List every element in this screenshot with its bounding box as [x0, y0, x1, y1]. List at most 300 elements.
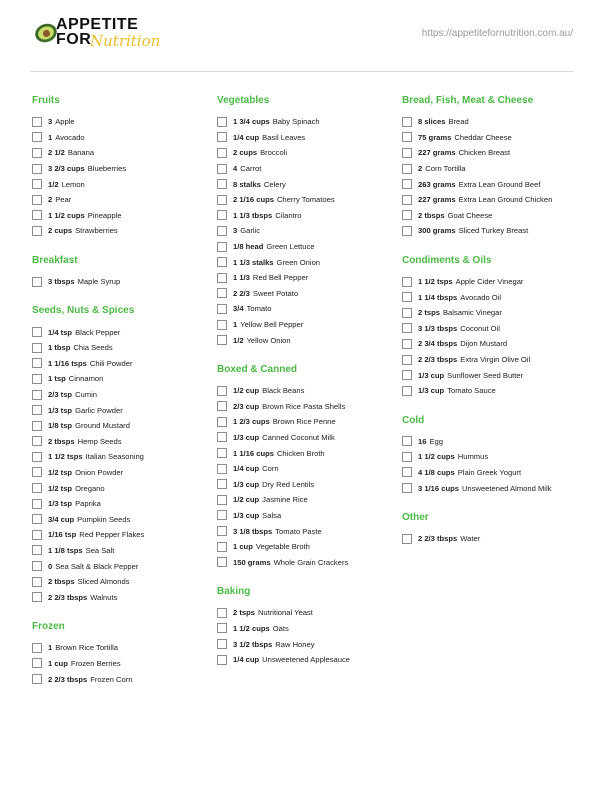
- item-checkbox[interactable]: [217, 401, 227, 411]
- list-item: [32, 274, 212, 290]
- list-item: [217, 208, 397, 224]
- item-name: Lemon: [61, 179, 85, 189]
- item-quantity: 8 stalks: [233, 179, 261, 189]
- item-checkbox[interactable]: [32, 561, 42, 571]
- item-name: Sea Salt: [85, 545, 115, 555]
- item-checkbox[interactable]: [32, 577, 42, 587]
- item-quantity: 2 1/2: [48, 148, 65, 158]
- list-item: [402, 321, 582, 337]
- item-checkbox[interactable]: [32, 132, 42, 142]
- item-checkbox[interactable]: [217, 608, 227, 618]
- item-name: Tomato: [246, 304, 272, 314]
- item-quantity: 2 2/3 tbsps: [418, 355, 458, 365]
- item-checkbox[interactable]: [32, 658, 42, 668]
- item-checkbox[interactable]: [402, 132, 412, 142]
- item-checkbox[interactable]: [217, 288, 227, 298]
- item-checkbox[interactable]: [32, 421, 42, 431]
- section-other: [402, 510, 582, 547]
- list-item: [217, 254, 397, 270]
- item-name: Garlic: [240, 226, 261, 236]
- item-quantity: 1/4 cup: [233, 464, 260, 474]
- list-item: [217, 145, 397, 161]
- logo-wordmark-appetite: APPETITE: [56, 16, 139, 33]
- list-item: [402, 145, 582, 161]
- item-checkbox[interactable]: [217, 179, 227, 189]
- list-item: [217, 414, 397, 430]
- item-name: Basil Leaves: [262, 132, 306, 142]
- section-title: Cold: [402, 414, 425, 426]
- item-name: Goat Cheese: [447, 210, 493, 220]
- section-breakfast: [32, 253, 212, 290]
- item-quantity: 1 1/3: [233, 273, 250, 283]
- item-name: Strawberries: [75, 226, 118, 236]
- item-quantity: 16: [418, 436, 427, 446]
- list-item: [402, 367, 582, 383]
- item-checkbox[interactable]: [32, 452, 42, 462]
- item-name: Green Lettuce: [266, 242, 315, 252]
- list-item: [217, 652, 397, 668]
- item-name: Extra Lean Ground Beef: [458, 179, 541, 189]
- item-name: Frozen Berries: [70, 658, 121, 668]
- item-quantity: 75 grams: [418, 132, 452, 142]
- item-name: Sunflower Seed Butter: [447, 370, 524, 380]
- item-checkbox[interactable]: [402, 117, 412, 127]
- item-checkbox[interactable]: [32, 545, 42, 555]
- item-name: Oats: [272, 623, 289, 633]
- list-item: [32, 480, 212, 496]
- list-item: [402, 223, 582, 239]
- item-checkbox[interactable]: [32, 467, 42, 477]
- list-item: [402, 465, 582, 481]
- list-item: [32, 558, 212, 574]
- item-checkbox[interactable]: [402, 452, 412, 462]
- list-item: [217, 114, 397, 130]
- section-title: Boxed & Canned: [217, 363, 298, 375]
- item-checkbox[interactable]: [217, 335, 227, 345]
- list-item: [402, 531, 582, 547]
- column-1: [32, 93, 212, 687]
- section-cold: [402, 413, 582, 496]
- item-checkbox[interactable]: [32, 210, 42, 220]
- item-checkbox[interactable]: [402, 277, 412, 287]
- list-item: [217, 301, 397, 317]
- item-quantity: 1 cup: [48, 658, 68, 668]
- item-checkbox[interactable]: [402, 164, 412, 174]
- item-name: Black Pepper: [75, 327, 121, 337]
- item-quantity: 3: [48, 117, 53, 127]
- item-quantity: 263 grams: [418, 179, 456, 189]
- section-baking: [217, 584, 397, 667]
- item-name: Coconut Oil: [460, 323, 500, 333]
- item-quantity: 2 2/3 tbsps: [48, 674, 88, 684]
- item-quantity: 1/2: [48, 179, 59, 189]
- item-quantity: 2 tsps: [418, 308, 440, 318]
- item-checkbox[interactable]: [402, 467, 412, 477]
- section-title: Baking: [217, 586, 251, 598]
- item-checkbox[interactable]: [217, 542, 227, 552]
- item-name: Corn Tortilla: [425, 164, 466, 174]
- item-checkbox[interactable]: [217, 320, 227, 330]
- item-name: Salsa: [262, 510, 282, 520]
- item-name: Maple Syrup: [77, 277, 121, 287]
- item-checkbox[interactable]: [32, 343, 42, 353]
- list-item: [217, 399, 397, 415]
- item-name: Balsamic Vinegar: [442, 308, 502, 318]
- item-quantity: 2 1/16 cups: [233, 195, 274, 205]
- list-item: [32, 449, 212, 465]
- item-name: Chicken Breast: [458, 148, 511, 158]
- item-checkbox[interactable]: [402, 370, 412, 380]
- list-item: [32, 114, 212, 130]
- item-quantity: 2 2/3: [233, 288, 250, 298]
- item-name: Red Pepper Flakes: [79, 530, 145, 540]
- item-name: Chia Seeds: [73, 343, 113, 353]
- item-name: Baby Spinach: [272, 117, 320, 127]
- list-item: [217, 430, 397, 446]
- list-item: [217, 508, 397, 524]
- list-item: [217, 554, 397, 570]
- item-checkbox[interactable]: [402, 339, 412, 349]
- item-checkbox[interactable]: [402, 436, 412, 446]
- item-checkbox[interactable]: [217, 117, 227, 127]
- item-checkbox[interactable]: [217, 655, 227, 665]
- section-title: Condiments & Oils: [402, 254, 492, 266]
- item-checkbox[interactable]: [402, 355, 412, 365]
- item-quantity: 0: [48, 561, 53, 571]
- list-item: [402, 305, 582, 321]
- list-item: [32, 356, 212, 372]
- item-checkbox[interactable]: [217, 417, 227, 427]
- item-name: Plain Greek Yogurt: [457, 467, 522, 477]
- item-checkbox[interactable]: [402, 195, 412, 205]
- item-checkbox[interactable]: [32, 405, 42, 415]
- item-name: Cumin: [75, 390, 98, 400]
- item-checkbox[interactable]: [217, 557, 227, 567]
- item-checkbox[interactable]: [32, 436, 42, 446]
- list-item: [32, 324, 212, 340]
- item-name: Green Onion: [276, 257, 321, 267]
- item-quantity: 2/3 cup: [233, 401, 260, 411]
- item-checkbox[interactable]: [32, 674, 42, 684]
- item-quantity: 1/4 cup: [233, 655, 260, 665]
- item-name: Apple Cider Vinegar: [455, 277, 524, 287]
- item-name: Dry Red Lentils: [262, 479, 315, 489]
- item-checkbox[interactable]: [402, 179, 412, 189]
- item-checkbox[interactable]: [32, 499, 42, 509]
- list-item: [217, 192, 397, 208]
- item-checkbox[interactable]: [217, 242, 227, 252]
- item-quantity: 1 1/2 cups: [418, 452, 455, 462]
- item-checkbox[interactable]: [32, 117, 42, 127]
- item-name: Banana: [67, 148, 95, 158]
- item-checkbox[interactable]: [402, 323, 412, 333]
- item-quantity: 1/2 tsp: [48, 483, 73, 493]
- item-checkbox[interactable]: [32, 514, 42, 524]
- item-name: Hummus: [457, 452, 489, 462]
- list-item: [32, 192, 212, 208]
- item-quantity: 1/2 cup: [233, 386, 260, 396]
- list-item: [32, 387, 212, 403]
- item-checkbox[interactable]: [32, 226, 42, 236]
- item-quantity: 1/2: [233, 335, 244, 345]
- item-checkbox[interactable]: [32, 164, 42, 174]
- item-quantity: 1/3 cup: [418, 370, 445, 380]
- item-name: Tomato Paste: [275, 526, 322, 536]
- list-item: [217, 621, 397, 637]
- item-name: Onion Powder: [75, 467, 124, 477]
- item-quantity: 1/3 tsp: [48, 405, 73, 415]
- item-checkbox[interactable]: [32, 195, 42, 205]
- brand-logo[interactable]: [34, 16, 174, 50]
- item-quantity: 1/4 tsp: [48, 327, 73, 337]
- list-item: [402, 274, 582, 290]
- list-item: [32, 511, 212, 527]
- item-checkbox[interactable]: [32, 483, 42, 493]
- item-checkbox[interactable]: [32, 530, 42, 540]
- list-item: [402, 192, 582, 208]
- section-title: Bread, Fish, Meat & Cheese: [402, 95, 534, 106]
- item-name: Whole Grain Crackers: [273, 557, 349, 567]
- section-fruits: [32, 93, 212, 239]
- item-quantity: 227 grams: [418, 148, 456, 158]
- item-name: Water: [460, 534, 481, 544]
- item-quantity: 2 cups: [233, 148, 258, 158]
- list-item: [402, 383, 582, 399]
- list-item: [402, 161, 582, 177]
- item-checkbox[interactable]: [32, 390, 42, 400]
- item-checkbox[interactable]: [217, 304, 227, 314]
- item-checkbox[interactable]: [217, 639, 227, 649]
- item-checkbox[interactable]: [32, 358, 42, 368]
- item-quantity: 3 2/3 cups: [48, 164, 85, 174]
- item-checkbox[interactable]: [217, 132, 227, 142]
- list-item: [402, 336, 582, 352]
- list-item: [402, 434, 582, 450]
- item-checkbox[interactable]: [402, 292, 412, 302]
- item-quantity: 3/4 cup: [48, 514, 75, 524]
- logo-wordmark-nutrition: Nutrition: [90, 32, 161, 50]
- item-checkbox[interactable]: [217, 386, 227, 396]
- item-quantity: 3 1/16 cups: [418, 483, 459, 493]
- website-url[interactable]: https://appetitefornutrition.com.au/: [421, 28, 573, 39]
- item-quantity: 1 1/4 tbsps: [418, 292, 458, 302]
- item-name: Yellow Onion: [246, 335, 291, 345]
- item-checkbox[interactable]: [32, 148, 42, 158]
- item-quantity: 1 cup: [233, 542, 253, 552]
- item-name: Jasmine Rice: [262, 495, 308, 505]
- list-item: [402, 289, 582, 305]
- item-name: Bread: [448, 117, 469, 127]
- list-item: [217, 286, 397, 302]
- item-name: Broccoli: [260, 148, 288, 158]
- item-name: Sweet Potato: [252, 288, 299, 298]
- item-name: Sliced Almonds: [77, 577, 130, 587]
- list-item: [32, 527, 212, 543]
- list-item: [217, 383, 397, 399]
- section-vegetables: [217, 93, 397, 348]
- section-title: Other: [402, 511, 429, 523]
- item-name: Cherry Tomatoes: [276, 195, 335, 205]
- item-checkbox[interactable]: [217, 495, 227, 505]
- item-name: Cheddar Cheese: [454, 132, 512, 142]
- item-quantity: 3/4: [233, 304, 244, 314]
- item-quantity: 1/16 tsp: [48, 530, 77, 540]
- item-quantity: 2 3/4 tbsps: [418, 339, 458, 349]
- item-quantity: 1 1/2 tsps: [48, 452, 83, 462]
- list-item: [402, 352, 582, 368]
- item-checkbox[interactable]: [32, 179, 42, 189]
- item-name: Garlic Powder: [75, 405, 123, 415]
- item-name: Celery: [263, 179, 286, 189]
- item-quantity: 1 3/4 cups: [233, 117, 270, 127]
- list-item: [217, 461, 397, 477]
- list-item: [217, 332, 397, 348]
- item-quantity: 2 2/3 tbsps: [48, 592, 88, 602]
- item-quantity: 1 1/8 tsps: [48, 545, 83, 555]
- item-name: Hemp Seeds: [77, 436, 122, 446]
- list-item: [402, 208, 582, 224]
- item-name: Pear: [55, 195, 72, 205]
- list-item: [32, 340, 212, 356]
- logo-wordmark-for: FOR: [56, 31, 92, 48]
- item-quantity: 3: [233, 226, 238, 236]
- item-name: Oregano: [75, 483, 105, 493]
- item-quantity: 3 1/3 tbsps: [418, 323, 458, 333]
- item-checkbox[interactable]: [402, 308, 412, 318]
- item-checkbox[interactable]: [217, 479, 227, 489]
- item-checkbox[interactable]: [32, 592, 42, 602]
- section-frozen: [32, 619, 212, 687]
- section-seeds-nuts-and-spices: [32, 303, 212, 605]
- item-checkbox[interactable]: [217, 448, 227, 458]
- item-quantity: 1 1/2 cups: [233, 623, 270, 633]
- item-checkbox[interactable]: [32, 327, 42, 337]
- item-name: Chicken Broth: [276, 448, 325, 458]
- list-item: [32, 223, 212, 239]
- list-item: [32, 656, 212, 672]
- section-bread-fish-meat-and-cheese: [402, 93, 582, 239]
- item-checkbox[interactable]: [32, 277, 42, 287]
- page-header: [0, 0, 604, 72]
- item-quantity: 1: [233, 320, 238, 330]
- item-quantity: 2 tbsps: [418, 210, 445, 220]
- list-item: [217, 492, 397, 508]
- list-item: [217, 130, 397, 146]
- item-quantity: 1: [48, 643, 53, 653]
- item-name: Brown Rice Penne: [272, 417, 336, 427]
- item-quantity: 1/4 cup: [233, 132, 260, 142]
- item-name: Unsweetened Almond Milk: [461, 483, 552, 493]
- item-quantity: 1/3 cup: [233, 432, 260, 442]
- item-quantity: 1/3 cup: [233, 479, 260, 489]
- list-item: [217, 317, 397, 333]
- item-checkbox[interactable]: [217, 195, 227, 205]
- item-name: Yellow Bell Pepper: [240, 320, 304, 330]
- section-boxed-and-canned: [217, 362, 397, 570]
- item-quantity: 1 tsp: [48, 374, 66, 384]
- item-checkbox[interactable]: [217, 257, 227, 267]
- item-checkbox[interactable]: [217, 148, 227, 158]
- item-name: Corn: [262, 464, 279, 474]
- item-name: Dijon Mustard: [460, 339, 508, 349]
- list-item: [32, 161, 212, 177]
- item-name: Chili Powder: [89, 358, 133, 368]
- list-item: [402, 130, 582, 146]
- item-quantity: 2 cups: [48, 226, 73, 236]
- item-name: Frozen Corn: [90, 674, 133, 684]
- item-checkbox[interactable]: [32, 643, 42, 653]
- item-checkbox[interactable]: [217, 273, 227, 283]
- item-checkbox[interactable]: [217, 226, 227, 236]
- list-item: [32, 402, 212, 418]
- item-quantity: 2 tbsps: [48, 577, 75, 587]
- item-checkbox[interactable]: [402, 148, 412, 158]
- item-name: Pineapple: [87, 210, 122, 220]
- item-quantity: 4 1/8 cups: [418, 467, 455, 477]
- item-checkbox[interactable]: [402, 210, 412, 220]
- item-quantity: 2 tbsps: [48, 436, 75, 446]
- item-quantity: 1 1/16 cups: [233, 448, 274, 458]
- item-checkbox[interactable]: [217, 510, 227, 520]
- item-name: Unsweetened Applesauce: [262, 655, 350, 665]
- item-checkbox[interactable]: [32, 374, 42, 384]
- item-checkbox[interactable]: [402, 386, 412, 396]
- item-name: Vegetable Broth: [255, 542, 310, 552]
- list-item: [402, 480, 582, 496]
- list-item: [32, 434, 212, 450]
- item-checkbox[interactable]: [217, 164, 227, 174]
- list-item: [217, 539, 397, 555]
- list-item: [32, 371, 212, 387]
- item-quantity: 8 slices: [418, 117, 446, 127]
- item-quantity: 1/3 tsp: [48, 499, 73, 509]
- item-checkbox[interactable]: [402, 534, 412, 544]
- item-name: Ground Mustard: [75, 421, 130, 431]
- item-quantity: 2 tsps: [233, 608, 255, 618]
- item-name: Avocado: [55, 132, 85, 142]
- list-item: [32, 418, 212, 434]
- item-quantity: 1/8 tsp: [48, 421, 73, 431]
- item-checkbox[interactable]: [217, 464, 227, 474]
- item-checkbox[interactable]: [402, 483, 412, 493]
- section-title: Frozen: [32, 621, 65, 633]
- item-quantity: 2 2/3 tbsps: [418, 534, 458, 544]
- item-quantity: 1 1/2 cups: [48, 210, 85, 220]
- item-name: Black Beans: [262, 386, 305, 396]
- list-item: [402, 449, 582, 465]
- list-item: [217, 636, 397, 652]
- column-2: [217, 93, 397, 667]
- item-name: Brown Rice Pasta Shells: [262, 401, 346, 411]
- item-name: Tomato Sauce: [447, 386, 496, 396]
- list-item: [217, 223, 397, 239]
- item-checkbox[interactable]: [217, 210, 227, 220]
- item-quantity: 1 1/2 tsps: [418, 277, 453, 287]
- list-item: [32, 671, 212, 687]
- item-quantity: 227 grams: [418, 195, 456, 205]
- list-item: [32, 640, 212, 656]
- item-checkbox[interactable]: [217, 623, 227, 633]
- item-quantity: 1 1/16 tsps: [48, 358, 87, 368]
- item-checkbox[interactable]: [402, 226, 412, 236]
- item-name: Nutritional Yeast: [257, 608, 313, 618]
- item-name: Sea Salt & Black Pepper: [55, 561, 139, 571]
- item-checkbox[interactable]: [217, 432, 227, 442]
- list-item: [217, 445, 397, 461]
- list-item: [32, 543, 212, 559]
- header-divider: [30, 71, 574, 72]
- item-checkbox[interactable]: [217, 526, 227, 536]
